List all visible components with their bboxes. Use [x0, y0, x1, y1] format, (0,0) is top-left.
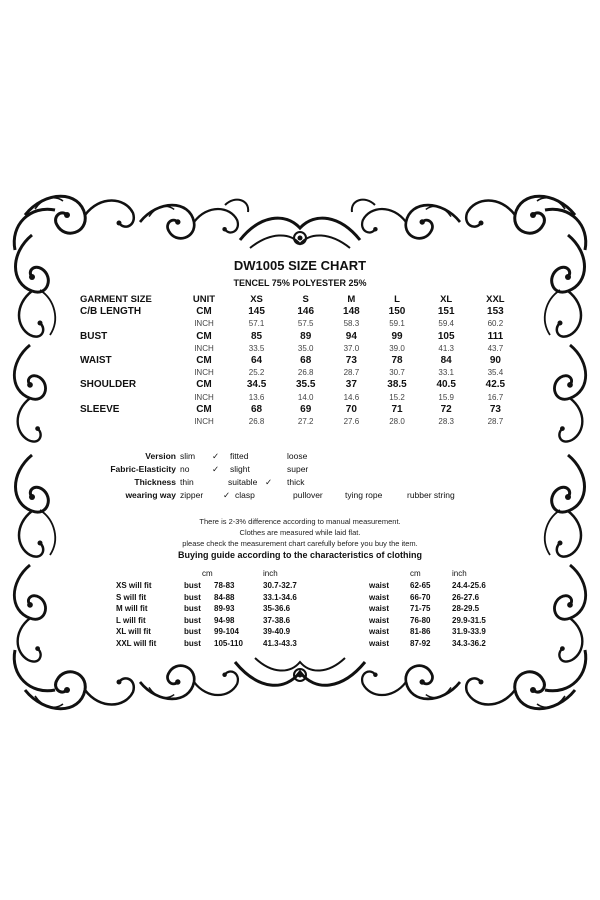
- empty-label: [80, 318, 176, 330]
- cm-value-cell: 73: [345, 355, 357, 367]
- inch-value-cell: 27.2: [297, 417, 314, 427]
- cm-value-cell: 148: [343, 306, 360, 318]
- guide-bust-label: bust: [184, 627, 201, 637]
- inch-value-cell: 59.1: [389, 319, 405, 329]
- cm-value-cell: 38.5: [387, 379, 407, 391]
- measurement-label: SLEEVE: [80, 403, 120, 415]
- cm-value-cell: 68: [251, 403, 263, 415]
- buying-guide-title: Buying guide according to the characteristics of clothing: [177, 550, 423, 560]
- unit-cell: CM: [196, 379, 212, 391]
- guide-bust-label: bust: [184, 581, 201, 590]
- unit-cell: INCH: [194, 417, 214, 427]
- inch-value-cell: 39.0: [389, 343, 405, 353]
- attribute-option: thick: [287, 477, 305, 487]
- cm-value-cell: 40.5: [436, 379, 456, 391]
- attribute-option: slim: [180, 451, 196, 461]
- inch-value-cell: 28.7: [487, 417, 504, 427]
- inch-value-cell: 43.7: [487, 343, 504, 353]
- attribute-row: [80, 463, 520, 476]
- header-garment-size: GARMENT SIZE: [80, 294, 152, 305]
- size-row-cm: [80, 355, 520, 367]
- attribute-name: Version: [145, 451, 176, 461]
- attribute-option: fitted: [230, 451, 249, 461]
- guide-waist-cm: 66-70: [410, 592, 431, 602]
- cm-value-cell: 73: [489, 403, 501, 415]
- guide-bust-in: 33.1-34.6: [263, 592, 297, 602]
- guide-bust-cm: 84-88: [214, 592, 235, 602]
- guide-waist-in: 29.9-31.5: [452, 615, 486, 625]
- inch-value-cell: 26.8: [248, 417, 265, 427]
- cm-value-cell: 146: [297, 306, 315, 318]
- size-row-inch: [80, 367, 520, 379]
- guide-bust-in: 37-38.6: [263, 615, 291, 625]
- header-size-xs: XS: [250, 294, 263, 305]
- guide-waist-cm: 76-80: [410, 615, 431, 625]
- guide-size: XXL will fit: [116, 639, 157, 648]
- guide-waist-in: 28-29.5: [452, 604, 480, 614]
- attribute-option: tying rope: [345, 490, 383, 500]
- size-row-cm: [80, 306, 520, 318]
- attribute-option: super: [287, 464, 309, 474]
- cm-value-cell: 99: [391, 330, 403, 342]
- guide-bust-cm: 89-93: [214, 604, 235, 614]
- guide-size: XS will fit: [116, 581, 152, 590]
- attribute-option: thin: [180, 477, 194, 487]
- size-row-inch: [80, 416, 520, 428]
- cm-value-cell: 78: [391, 355, 403, 367]
- inch-value-cell: 15.9: [438, 392, 454, 402]
- guide-waist-label: waist: [369, 604, 390, 614]
- inch-value-cell: 28.7: [343, 368, 360, 378]
- guide-bust-in: 35-36.6: [263, 604, 291, 614]
- cm-value-cell: 150: [388, 306, 406, 318]
- guide-size: L will fit: [116, 615, 146, 625]
- check-mark-icon: ✓: [212, 464, 220, 474]
- cm-value-cell: 70: [345, 403, 357, 415]
- note-line: please check the measurement chart carefully before you buy the item.: [182, 539, 418, 548]
- size-row-cm: [80, 379, 520, 391]
- guide-waist-label: waist: [369, 615, 390, 625]
- guide-waist-cm: 62-65: [410, 581, 431, 590]
- measurement-label: WAIST: [80, 355, 112, 367]
- guide-header-inch: inch: [452, 569, 467, 578]
- cm-value-cell: 69: [300, 403, 312, 415]
- header-size-m: M: [347, 294, 356, 305]
- cm-value-cell: 89: [300, 330, 312, 342]
- cm-value-cell: 151: [437, 306, 455, 318]
- size-table: [80, 294, 520, 428]
- guide-waist-cm: 71-75: [410, 604, 431, 614]
- inch-value-cell: 28.0: [389, 417, 405, 427]
- header-unit: UNIT: [192, 294, 216, 305]
- check-mark-icon: ✓: [223, 490, 231, 500]
- guide-header-cm: cm: [410, 569, 421, 578]
- attribute-row: [80, 489, 520, 502]
- cm-value-cell: 85: [251, 330, 263, 342]
- guide-waist-in: 26-27.6: [452, 592, 480, 602]
- size-row-cm: [80, 331, 520, 343]
- guide-row: [80, 626, 520, 638]
- guide-row: [80, 592, 520, 604]
- inch-value-cell: 41.3: [438, 343, 454, 353]
- header-size-xl: XL: [440, 294, 453, 305]
- guide-waist-label: waist: [369, 581, 390, 590]
- empty-label: [80, 416, 176, 428]
- guide-size: S will fit: [116, 592, 147, 602]
- size-table-header: [80, 294, 520, 306]
- inch-value-cell: 57.5: [297, 319, 314, 329]
- note-line: Clothes are measured while laid flat.: [239, 528, 361, 537]
- inch-value-cell: 58.3: [343, 319, 360, 329]
- unit-cell: CM: [196, 403, 212, 415]
- cm-value-cell: 111: [487, 330, 504, 342]
- guide-row: [80, 580, 520, 592]
- cm-value-cell: 34.5: [246, 379, 267, 391]
- cm-value-cell: 71: [391, 403, 403, 415]
- guide-bust-cm: 94-98: [214, 615, 235, 625]
- attribute-name: wearing way: [125, 490, 176, 500]
- attribute-option: rubber string: [407, 490, 455, 500]
- size-row-inch: [80, 392, 520, 404]
- inch-value-cell: 33.5: [248, 343, 265, 353]
- cm-value-cell: 105: [437, 330, 455, 342]
- empty-label: [80, 392, 176, 404]
- inch-value-cell: 30.7: [389, 368, 405, 378]
- unit-cell: INCH: [194, 368, 214, 378]
- guide-bust-label: bust: [184, 615, 201, 625]
- guide-size: M will fit: [116, 604, 148, 614]
- attribute-option: suitable: [228, 477, 258, 487]
- guide-bust-label: bust: [184, 639, 201, 648]
- header-size-xxl: XXL: [486, 294, 505, 305]
- cm-value-cell: 84: [440, 355, 452, 367]
- guide-header-inch: inch: [263, 569, 278, 578]
- guide-row: [80, 638, 520, 650]
- cm-value-cell: 37: [345, 379, 357, 391]
- attribute-option: zipper: [180, 490, 204, 500]
- guide-waist-label: waist: [369, 592, 390, 602]
- guide-bust-cm: 99-104: [214, 627, 239, 637]
- check-mark-icon: ✓: [212, 451, 220, 461]
- fabric-composition: TENCEL 75% POLYESTER 25%: [233, 278, 367, 288]
- guide-header-cm: cm: [202, 569, 213, 578]
- measurement-label: C/B LENGTH: [80, 306, 142, 318]
- unit-cell: INCH: [194, 343, 214, 353]
- cm-value-cell: 94: [345, 330, 357, 342]
- attribute-option: no: [180, 464, 190, 474]
- chart-title: DW1005 SIZE CHART: [233, 258, 367, 273]
- attribute-name: Thickness: [134, 477, 176, 487]
- header-size-s: S: [302, 294, 309, 305]
- check-mark-icon: ✓: [265, 477, 273, 487]
- guide-waist-cm: 81-86: [410, 627, 431, 637]
- guide-bust-cm: 105-110: [214, 639, 243, 648]
- inch-value-cell: 35.4: [487, 368, 504, 378]
- attribute-option: pullover: [293, 490, 323, 500]
- inch-value-cell: 59.4: [438, 319, 454, 329]
- inch-value-cell: 25.2: [248, 368, 265, 378]
- unit-cell: INCH: [194, 319, 214, 329]
- inch-value-cell: 13.6: [248, 392, 265, 402]
- cm-value-cell: 72: [440, 403, 452, 415]
- inch-value-cell: 15.2: [389, 392, 405, 402]
- inch-value-cell: 37.0: [343, 343, 360, 353]
- inch-value-cell: 16.7: [487, 392, 504, 402]
- measurement-label: BUST: [80, 330, 108, 342]
- attribute-name: Fabric-Elasticity: [110, 464, 176, 474]
- guide-bust-cm: 78-83: [214, 581, 235, 590]
- attribute-option: slight: [230, 464, 250, 474]
- guide-waist-in: 24.4-25.6: [452, 581, 486, 590]
- empty-label: [80, 367, 176, 379]
- cm-value-cell: 42.5: [485, 379, 506, 391]
- guide-bust-in: 39-40.9: [263, 627, 291, 637]
- inch-value-cell: 27.6: [343, 417, 360, 427]
- guide-row: [80, 603, 520, 615]
- size-row-inch: [80, 318, 520, 330]
- unit-cell: CM: [196, 306, 212, 318]
- guide-waist-in: 31.9-33.9: [452, 627, 486, 637]
- guide-waist-label: waist: [369, 639, 390, 648]
- size-row-cm: [80, 404, 520, 416]
- cm-value-cell: 68: [300, 355, 312, 367]
- guide-waist-in: 34.3-36.2: [452, 639, 486, 648]
- inch-value-cell: 28.3: [438, 417, 454, 427]
- inch-value-cell: 57.1: [248, 319, 265, 329]
- empty-label: [80, 343, 176, 355]
- inch-value-cell: 26.8: [297, 368, 314, 378]
- inch-value-cell: 60.2: [487, 319, 504, 329]
- inch-value-cell: 35.0: [297, 343, 314, 353]
- guide-bust-label: bust: [184, 604, 201, 614]
- cm-value-cell: 153: [487, 306, 504, 318]
- attribute-option: clasp: [235, 490, 255, 500]
- inch-value-cell: 33.1: [438, 368, 454, 378]
- guide-bust-label: bust: [184, 592, 201, 602]
- attribute-row: [80, 450, 520, 463]
- buying-guide-header: [80, 568, 520, 580]
- cm-value-cell: 64: [251, 355, 263, 367]
- guide-waist-label: waist: [369, 627, 390, 637]
- cm-value-cell: 35.5: [295, 379, 316, 391]
- unit-cell: CM: [196, 355, 212, 367]
- measurement-notes: [80, 516, 520, 549]
- attribute-option: loose: [287, 451, 308, 461]
- cm-value-cell: 145: [248, 306, 265, 318]
- guide-bust-in: 41.3-43.3: [263, 639, 297, 648]
- guide-row: [80, 615, 520, 627]
- guide-waist-cm: 87-92: [410, 639, 431, 648]
- guide-bust-in: 30.7-32.7: [263, 581, 297, 590]
- inch-value-cell: 14.0: [297, 392, 314, 402]
- note-line: There is 2-3% difference according to manual measurement.: [199, 517, 401, 526]
- inch-value-cell: 14.6: [343, 392, 360, 402]
- unit-cell: CM: [196, 330, 212, 342]
- attribute-row: [80, 476, 520, 489]
- unit-cell: INCH: [194, 392, 214, 402]
- measurement-label: SHOULDER: [80, 379, 137, 391]
- cm-value-cell: 90: [489, 355, 501, 367]
- header-size-l: L: [394, 294, 400, 305]
- size-table-body: [80, 306, 520, 428]
- guide-size: XL will fit: [116, 627, 151, 637]
- size-row-inch: [80, 343, 520, 355]
